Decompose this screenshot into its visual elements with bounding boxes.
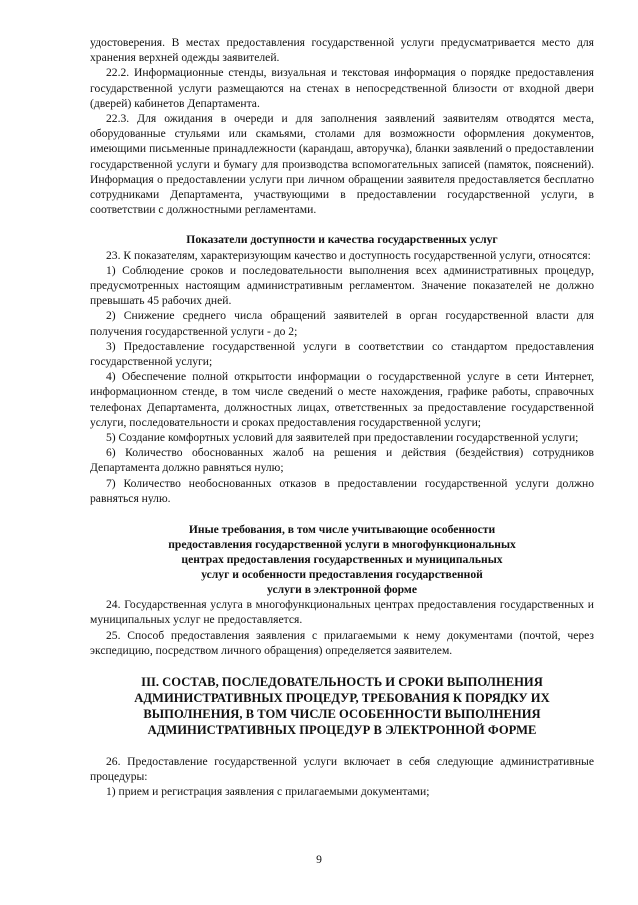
heading-line: предоставления государственной услуги в многофункциональных	[168, 538, 516, 552]
paragraph-22-3: 22.3. Для ожидания в очереди и для заполнения заявлений заявителям отводятся места, оборудованные стульями или скамьями, столами для возможности оформления документов, имеющими письменные принадлежности (карандаш, авторучка), бланки заявлений о предоставлении государственной услуги и бумагу для производства вспомогательных записей (памяток, пояснений). Информация о предоставлении услуги при личном обращении заявителя предоставляется бесплатно сотрудниками Департамента, участвующими в предоставлении государственной услуги, в соответствии с должностными регламентами.	[90, 112, 594, 217]
paragraph-25: 25. Способ предоставления заявления с прилагаемыми к нему документами (почтой, через экспедицию, посредством личного обращения) определяется заявителем.	[90, 628, 594, 657]
paragraph-26: 26. Предоставление государственной услуги включает в себя следующие административные процедуры:	[90, 754, 594, 784]
paragraph-23-item-7: 7) Количество необоснованных отказов в предоставлении государственной услуги должно равняться нулю.	[90, 476, 594, 505]
heading-line: Иные требования, в том числе учитывающие особенности	[188, 523, 496, 537]
paragraph-top-1: удостоверения. В местах предоставления государственной услуги предусматривается место для хранения верхней одежды заявителей.	[90, 36, 594, 65]
heading-line: центрах предоставления государственных и муниципальных	[181, 553, 503, 567]
paragraph-26-item-1: 1) прием и регистрация заявления с прилагаемыми документами;	[106, 785, 430, 799]
page-number: 9	[316, 853, 322, 866]
paragraph-23-item-6: 6) Количество обоснованных жалоб на решения и действия (бездействия) сотрудников Департамента должно равняться нулю;	[90, 446, 594, 475]
paragraph-24: 24. Государственная услуга в многофункциональных центрах предоставления государственных и муниципальных услуг не предоставляется.	[90, 598, 594, 627]
heading-line: услуги в электронной форме	[267, 583, 417, 597]
paragraph-22-2: 22.2. Информационные стенды, визуальная и текстовая информация о порядке предоставления государственной услуги размещаются на стенах в непосредственной близости от входной двери (дверей) кабинетов Департамента.	[90, 66, 594, 110]
paragraph-23-item-3: 3) Предоставление государственной услуги в соответствии со стандартом предоставления государственной услуги;	[90, 339, 594, 369]
paragraph-23-item-4: 4) Обеспечение полной открытости информации о государственной услуге в сети Интернет, информационном стенде, в том числе сведений о месте нахождения, графике работы, справочных телефонах Департамента, должностных лицах, ответственных за предоставление государственной услуги, последовательности и сроках предоставления государственной услуги;	[90, 370, 594, 429]
paragraph-23-item-5: 5) Создание комфортных условий для заявителей при предоставлении государственной услуги;	[106, 431, 579, 445]
paragraph-23-item-2: 2) Снижение среднего числа обращений заявителей в орган государственной власти для получения государственной услуги - до 2;	[90, 309, 594, 338]
paragraph-23-item-1: 1) Соблюдение сроков и последовательности выполнения всех административных процедур, предусмотренных настоящим административным регламентом. Значение показателей не должно превышать 45 рабочих дней.	[90, 263, 594, 308]
heading-line: услуг и особенности предоставления государственной	[201, 568, 483, 582]
section-heading-iii: III. СОСТАВ, ПОСЛЕДОВАТЕЛЬНОСТЬ И СРОКИ ВЫПОЛНЕНИЯ АДМИНИСТРАТИВНЫХ ПРОЦЕДУР, ТРЕБОВАНИЯ К ПОРЯДКУ ИХ ВЫПОЛНЕНИЯ, В ТОМ ЧИСЛЕ ОСОБЕННОСТИ ВЫПОЛНЕНИЯ АДМИНИСТРАТИВНЫХ ПРОЦЕДУР В ЭЛЕКТРОННОЙ ФОРМЕ	[134, 674, 550, 737]
paragraph-23: 23. К показателям, характеризующим качество и доступность государственной услуги, относятся:	[106, 248, 591, 262]
heading-accessibility-indicators: Показатели доступности и качества государственных услуг	[186, 233, 498, 247]
heading-other-requirements	[90, 522, 594, 597]
